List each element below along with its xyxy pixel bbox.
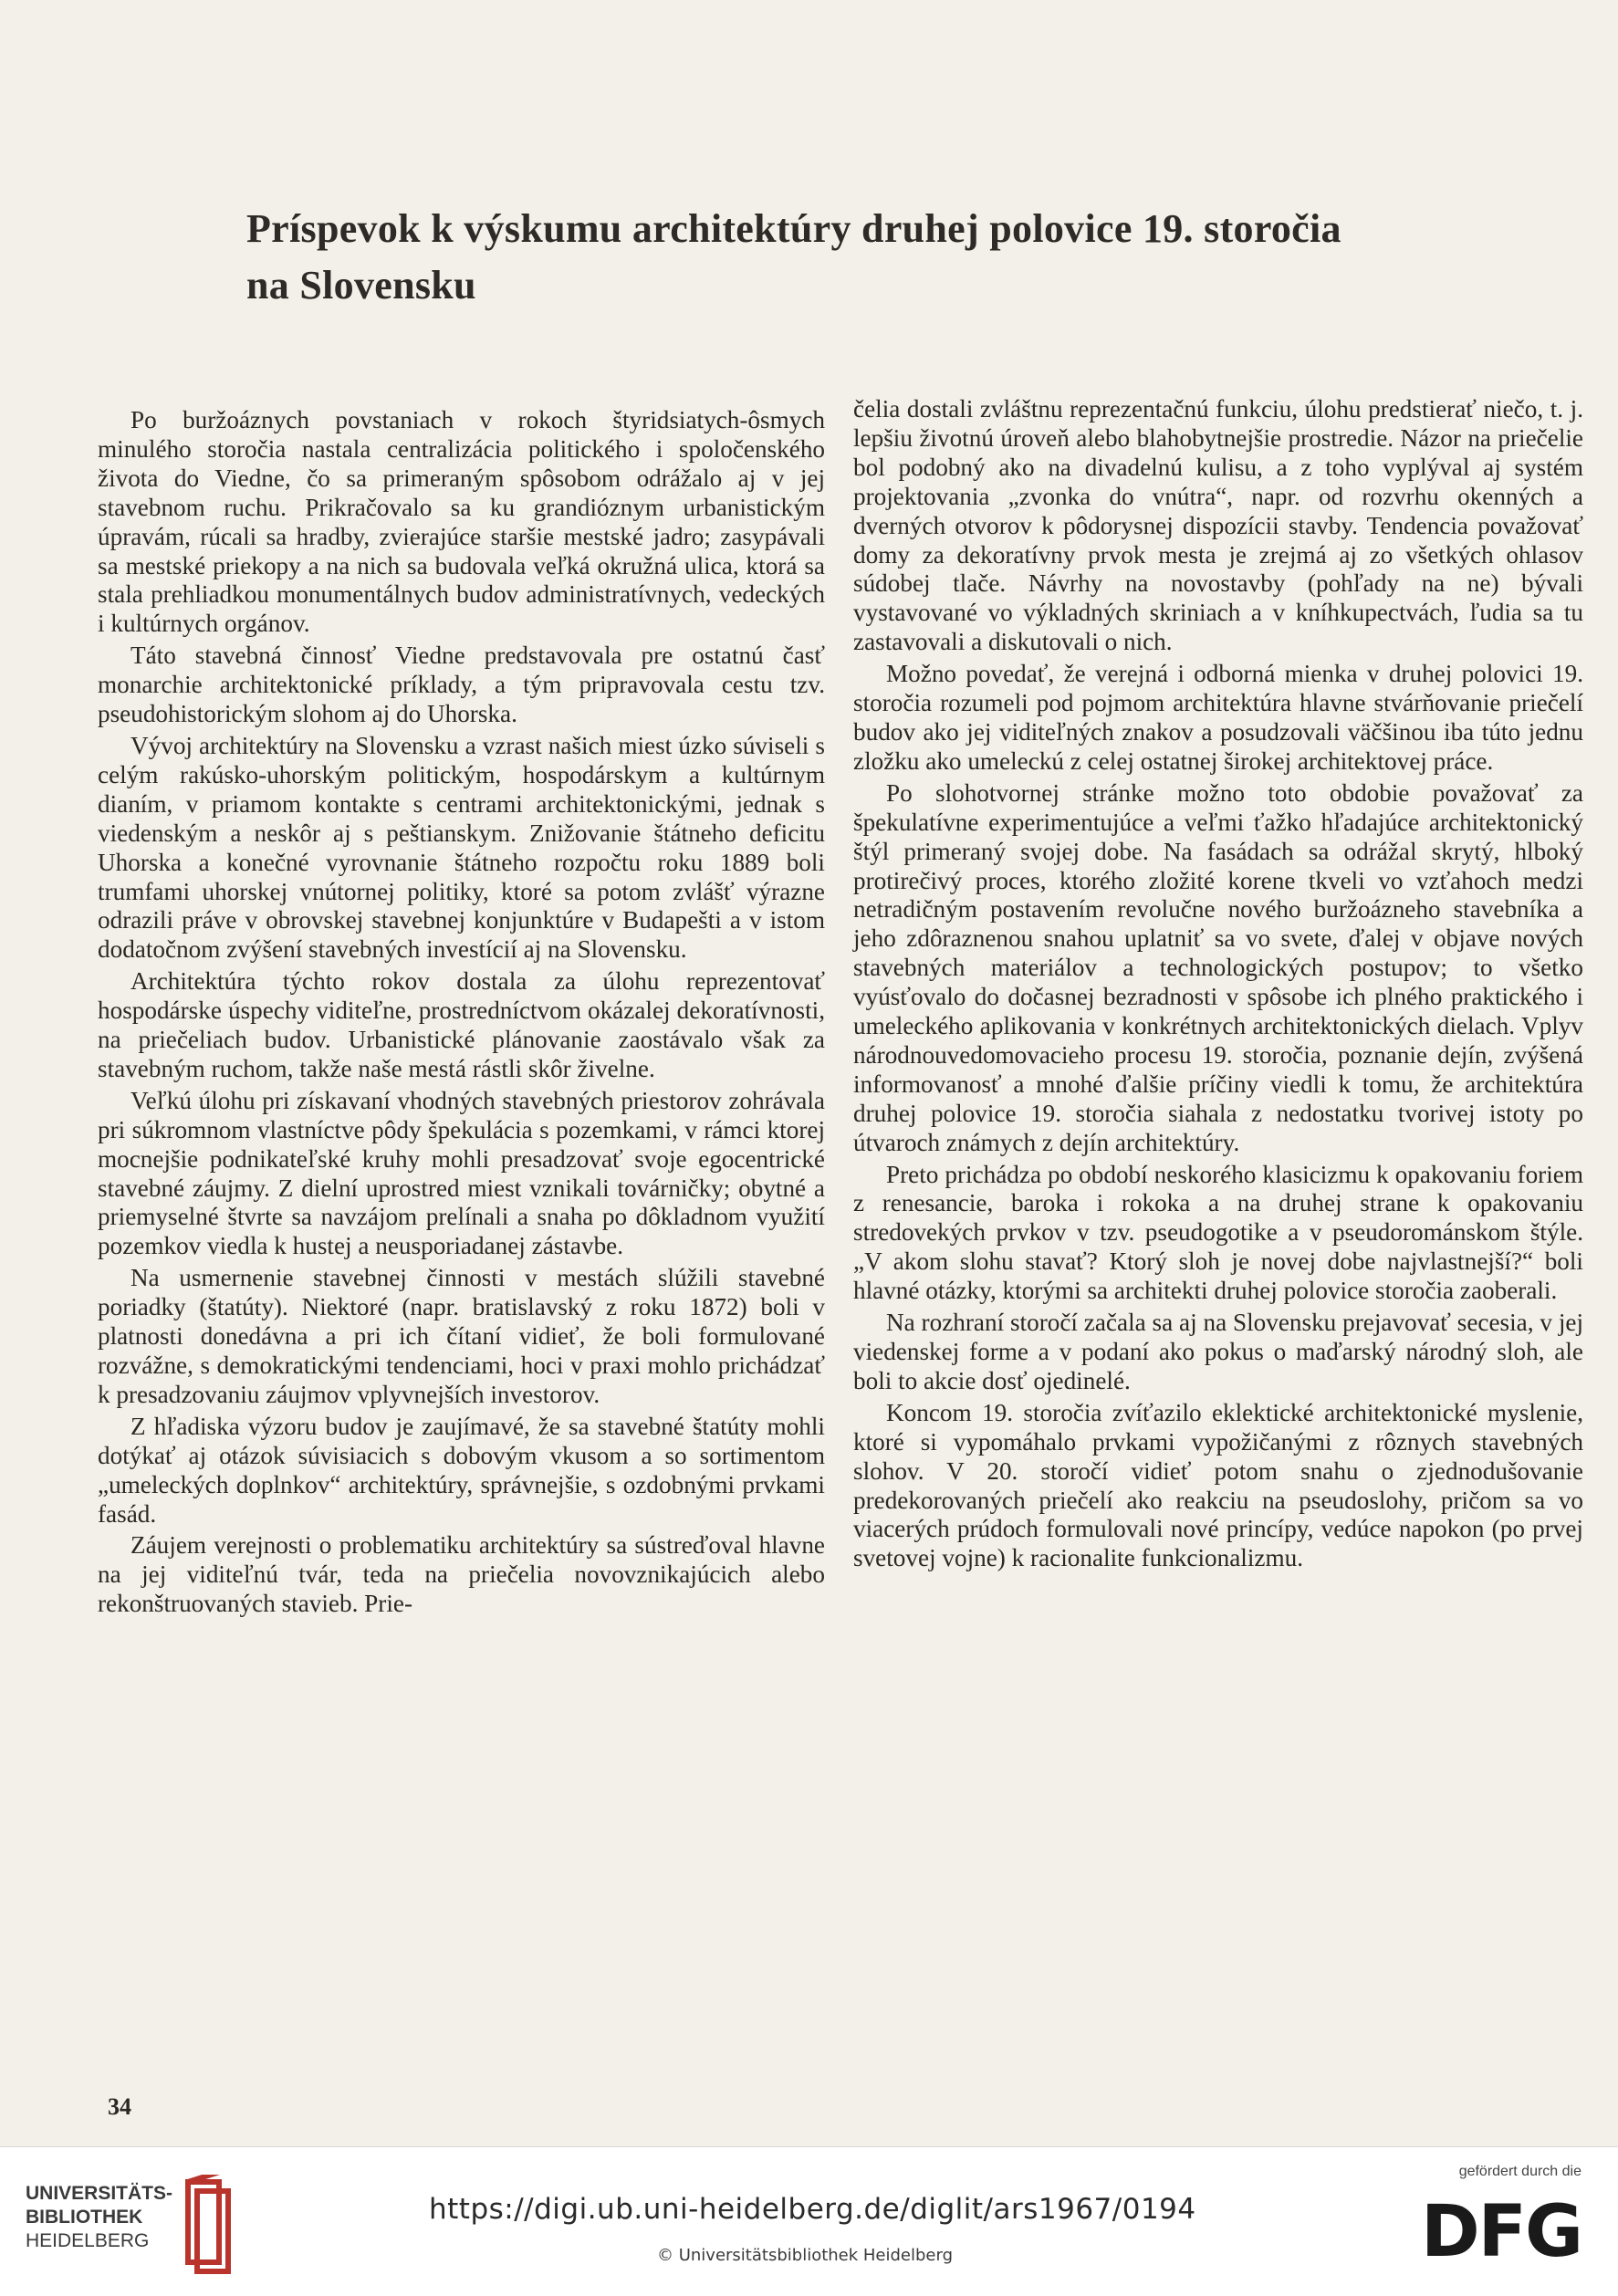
- paragraph: Preto prichádza po období neskorého klasicizmu k opakovaniu foriem z renesancie, baroka i rokoka a na druhej strane k opakovaniu stredovekých prvkov v tzv. pseudogotike a v pseudorománskom štýle. „V akom slohu stavať? Ktorý sloh je novej dobe najvlastnejší?“ boli hlavné otázky, ktorými sa architekti druhej polovice storočia zaoberali.: [853, 1160, 1583, 1305]
- paragraph: Na rozhraní storočí začala sa aj na Slovensku prejavovať secesia, v jej viedenskej forme a v podaní ako pokus o maďarský národný sloh, ale boli to akcie dosť ojedinelé.: [853, 1309, 1583, 1394]
- paragraph: Veľkú úlohu pri získavaní vhodných stavebných priestorov zohrávala pri súkromnom vlastníctve pôdy špekulácia s pozemkami, v rámci ktorej mocnejšie podnikateľské kruhy mohli presadzovať svoje egocentrické stavebné záujmy. Z dielní uprostred miest vznikali továrničky; obytné a priemyselné štvrte sa navzájom prelínali a snaha po dôkladnom využití pozemkov viedla k hustej a neusporiadanej zástavbe.: [98, 1086, 825, 1260]
- paragraph: Koncom 19. storočia zvíťazilo eklektické architektonické myslenie, ktoré si vypomáhalo prvkami vypožičanými z rôznych stavebných slohov. V 20. storočí vidieť potom snahu o zjednodušovanie predekorovaných priečelí ako reakciu na pseudoslohy, pričom sa vo viacerých prúdoch formulovali nové princípy, vedúce napokon (po prvej svetovej vojne) k racionalite funkcionalizmu.: [853, 1398, 1583, 1572]
- paragraph: Vývoj architektúry na Slovensku a vzrast našich miest úzko súviseli s celým rakúsko-uhorským politickým, hospodárskym a kultúrnym dianím, v priamom kontakte s centrami architektonickými, jednak s viedenským a neskôr aj s peštianskym. Znižovanie štátneho deficitu Uhorska a konečné vyrovnanie štátneho rozpočtu roku 1889 boli trumfami uhorskej vnútornej politiky, ktoré sa potom zvlášť výrazne odrazili práve v obrovskej stavebnej konjunktúre v Budapešti a v istom dodatočnom zvýšení stavebných investícií aj na Slovensku.: [98, 731, 825, 964]
- right-column: [853, 395, 1583, 1573]
- paragraph: Architektúra týchto rokov dostala za úlohu reprezentovať hospodárske úspechy viditeľne, prostredníctvom okázalej dekoratívnosti, na priečeliach budov. Urbanistické plánovanie zaostávalo však za stavebným ruchom, takže naše mestá rástli skôr živelne.: [98, 967, 825, 1082]
- paragraph: Záujem verejnosti o problematiku architektúry sa sústreďoval hlavne na jej viditeľnú tvár, teda na priečelia novovznikajúcich alebo rekonštruovaných stavieb. Prie-: [98, 1531, 825, 1618]
- copyright-notice: © Universitätsbibliothek Heidelberg: [657, 2246, 954, 2265]
- paragraph: Po buržoáznych povstaniach v rokoch štyridsiatych-ôsmych minulého storočia nastala centralizácia politického i spoločenského života do Viedne, čo sa primeraným spôsobom odrážalo aj v jej stavebnom ruchu. Prikračovalo sa ku grandióznym urbanistickým úpravám, rúcali sa hradby, zvierajúce staršie mestské jadro; zasypávali sa mestské priekopy a na nich sa budovala veľká okružná ulica, ktorá sa stala prehliadkou monumentálnych budov administratívnych, vedeckých i kultúrnych orgánov.: [98, 406, 825, 638]
- paragraph: Možno povedať, že verejná i odborná mienka v druhej polovici 19. storočia rozumeli pod pojmom architektúra hlavne stvárňovanie priečelí budov ako jej viditeľných znakov a posudzovali väčšinou iba túto jednu zložku ako umeleckú z celej ostatnej širokej architektovej práce.: [853, 660, 1583, 775]
- article-title: [246, 201, 1433, 314]
- title-line-1: Príspevok k výskumu architektúry druhej polovice 19. storočia: [246, 206, 1341, 251]
- dfg-logo: DFG: [1420, 2191, 1581, 2273]
- title-line-2: na Slovensku: [246, 263, 476, 308]
- sponsor-block[interactable]: [1408, 2164, 1581, 2282]
- viewer-footer: [0, 2146, 1618, 2296]
- paragraph-continued: čelia dostali zvláštnu reprezentačnú funkciu, úlohu predstierať niečo, t. j. lepšiu životnú úroveň alebo blahobytnejšie prostredie. Názor na priečelie bol podobný ako na divadelnú kulisu, a z toho vyplýval aj systém projektovania „zvonka do vnútra“, napr. od rozvrhu okenných a dverných otvorov k pôdorysnej dispozícii stavby. Tendencia považovať domy za dekoratívny prvok mesta je zrejmá aj zo všetkých ohlasov súdobej tlače. Návrhy na novostavby (pohľady na ne) bývali vystavované vo výkladných skriniach a v kníhkupectvách, ľudia sa tu zastavovali a diskutovali o nich.: [853, 395, 1583, 656]
- sponsor-caption: gefördert durch die: [1458, 2164, 1581, 2179]
- paragraph: Po slohotvornej stránke možno toto obdobie považovať za špekulatívne experimentujúce a veľmi ťažko hľadajúce architektonický štýl primeraný svojej dobe. Na fasádach sa odrážal skrytý, hlboký protirečivý proces, ktorého zložité korene tkveli vo vzťahoch medzi netradičným postavením revolučne nového buržoázneho stavebníka a jeho zdôraznenou snahou uplatniť sa vo svete, ďalej v objave nových stavebných materiálov a technologických postupov; to všetko vyúsťovalo do dočasnej bezradnosti v spôsobe ich plného praktického i umeleckého aplikovania v konkrétnych architektonických dielach. Vplyv národnouvedomovacieho procesu 19. storočia, poznanie dejín, zvýšená informovanosť a mnohé ďalšie príčiny viedli k tomu, že architektúra druhej polovice 19. storočia siahala z nedostatku tvorivej istoty po útvaroch známych z dejín architektúry.: [853, 778, 1583, 1156]
- page-number: 34: [108, 2093, 131, 2120]
- library-name-line-2: BIBLIOTHEK: [26, 2207, 143, 2228]
- paragraph: Táto stavebná činnosť Viedne predstavovala pre ostatnú časť monarchie architektonické príklady, a tým pripravovala cestu tzv. pseudohistorickým slohom aj do Uhorska.: [98, 642, 825, 728]
- permalink-url[interactable]: https://digi.ub.uni-heidelberg.de/diglit/ars1967/0194: [429, 2193, 1196, 2226]
- paragraph: Z hľadiska výzoru budov je zaujímavé, že sa stavebné štatúty mohli dotýkať aj otázok súvisiacich s dobovým vkusom a so sortimentom „umeleckých doplnkov“ architektúry, správnejšie, s ozdobnými prvkami fasád.: [98, 1412, 825, 1528]
- library-name-line-1: UNIVERSITÄTS-: [26, 2183, 173, 2204]
- library-logo[interactable]: [26, 2182, 272, 2270]
- library-name: [26, 2182, 172, 2253]
- left-column: [98, 406, 825, 1619]
- library-name-line-3: HEIDELBERG: [26, 2230, 150, 2251]
- paragraph: Na usmernenie stavebnej činnosti v mestách slúžili stavebné poriadky (štatúty). Niektoré (napr. bratislavský z roku 1872) boli v platnosti donedávna a pri ich čítaní vidieť, že boli formulované rozvážne, s demokratickými tendenciami, hoci v praxi mohlo prichádzať k presadzovaniu záujmov vplyvnejších investorov.: [98, 1264, 825, 1408]
- library-emblem-icon: [162, 2175, 252, 2275]
